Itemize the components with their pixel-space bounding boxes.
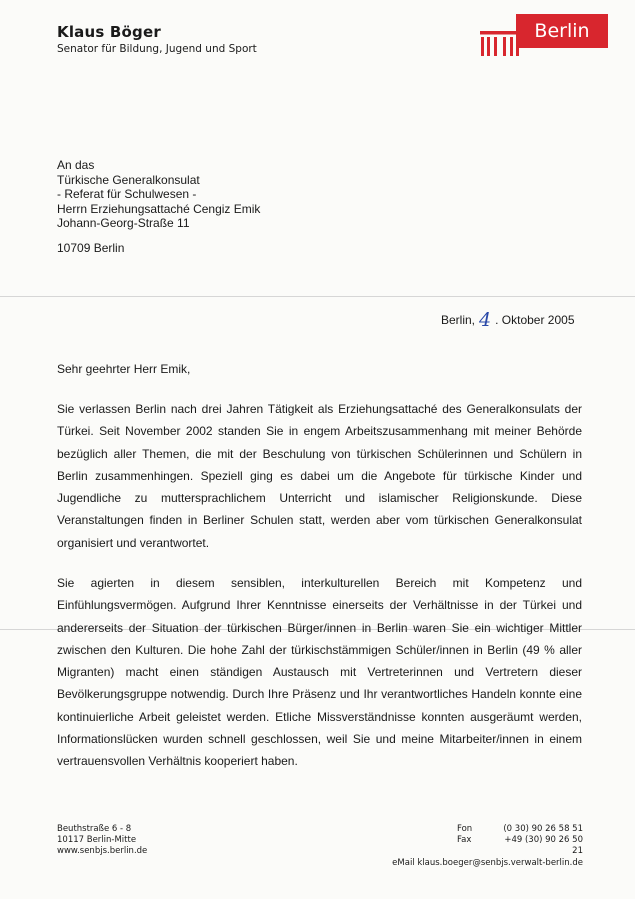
address-city: 10709 Berlin — [57, 240, 125, 255]
recipient-address — [57, 158, 260, 256]
footer-fax-row — [392, 835, 583, 857]
footer-fon-row — [392, 824, 583, 835]
address-line: Herrn Erziehungsattaché Cengiz Emik — [57, 201, 261, 216]
address-line: - Referat für Schulwesen - — [57, 187, 197, 202]
letterhead-sender — [57, 24, 257, 56]
date-day-handwritten: 4 — [479, 309, 492, 331]
address-line: Johann-Georg-Straße 11 — [57, 216, 190, 231]
address-line: Türkische Generalkonsulat — [57, 172, 200, 187]
address-line: An das — [57, 158, 95, 172]
footer-website: www.senbjs.berlin.de — [57, 846, 148, 857]
footer-city: 10117 Berlin-Mitte — [57, 835, 137, 846]
salutation: Sehr geehrter Herr Emik, — [57, 362, 191, 376]
sender-title: Senator für Bildung, Jugend und Sport — [57, 43, 257, 55]
sender-name: Klaus Böger — [57, 23, 161, 41]
letter-date — [441, 307, 575, 329]
fold-line — [0, 296, 635, 297]
footer-email: eMail klaus.boeger@senbjs.verwalt-berlin.de — [392, 857, 583, 868]
date-place: Berlin, — [441, 313, 476, 327]
fon-number: (0 30) 90 26 58 51 — [503, 824, 583, 834]
date-month-year: . Oktober 2005 — [495, 313, 575, 327]
footer-contact — [392, 824, 583, 869]
fax-label: Fax — [457, 835, 472, 846]
fax-number: +49 (30) 90 26 50 21 — [504, 835, 583, 857]
body-paragraph: Sie agierten in diesem sensiblen, interkulturellen Bereich mit Kompetenz und Einfühlungsvermögen. Aufgrund Ihrer Kenntnisse einerseits der Verhältnisse in der Türkei und andererseits der Situation der türkischen Bürger/innen in Berlin waren Sie ein wichtiger Mittler zwischen den Kulturen. Die hohe Zahl der türkischstämmigen Schüler/innen in Berlin (49 % aller Migranten) macht einen ständigen Austausch mit Vertreterinnen und Vertretern dieser Bevölkerungsgruppe notwendig. Durch Ihre Präsenz und Ihr verantwortliches Handeln konnte eine kontinuierliche Arbeit geleistet werden. Etliche Missverständnisse konnten ausgeräumt werden, Informationslücken wurden schnell geschlossen, weil Sie und meine Mitarbeiter/innen in einem vertrauensvollen Verhältnis kooperiert haben. — [57, 576, 582, 769]
berlin-logo-text: Berlin — [516, 14, 608, 48]
footer-address — [57, 824, 147, 858]
fon-label: Fon — [457, 824, 473, 834]
brandenburg-gate-icon — [480, 14, 520, 56]
berlin-logo — [480, 14, 608, 56]
body-paragraph: Sie verlassen Berlin nach drei Jahren Tätigkeit als Erziehungsattaché des Generalkonsulats der Türkei. Seit November 2002 standen Sie in engem Arbeitszusammenhang mit meiner Behörde bezüglich aller Themen, die mit der Beschulung von türkischen Schülerinnen und Schülern in Berlin zusammenhingen. Speziell ging es dabei um die Angebote für türkische Kinder und Jugendliche zu muttersprachlichem Unterricht und islamischer Religionskunde. Diese Veranstaltungen finden in Berliner Schulen statt, werden aber vom türkischen Generalkonsulat organisiert und verantwortet. — [57, 402, 582, 550]
footer-street: Beuthstraße 6 - 8 — [57, 824, 132, 834]
